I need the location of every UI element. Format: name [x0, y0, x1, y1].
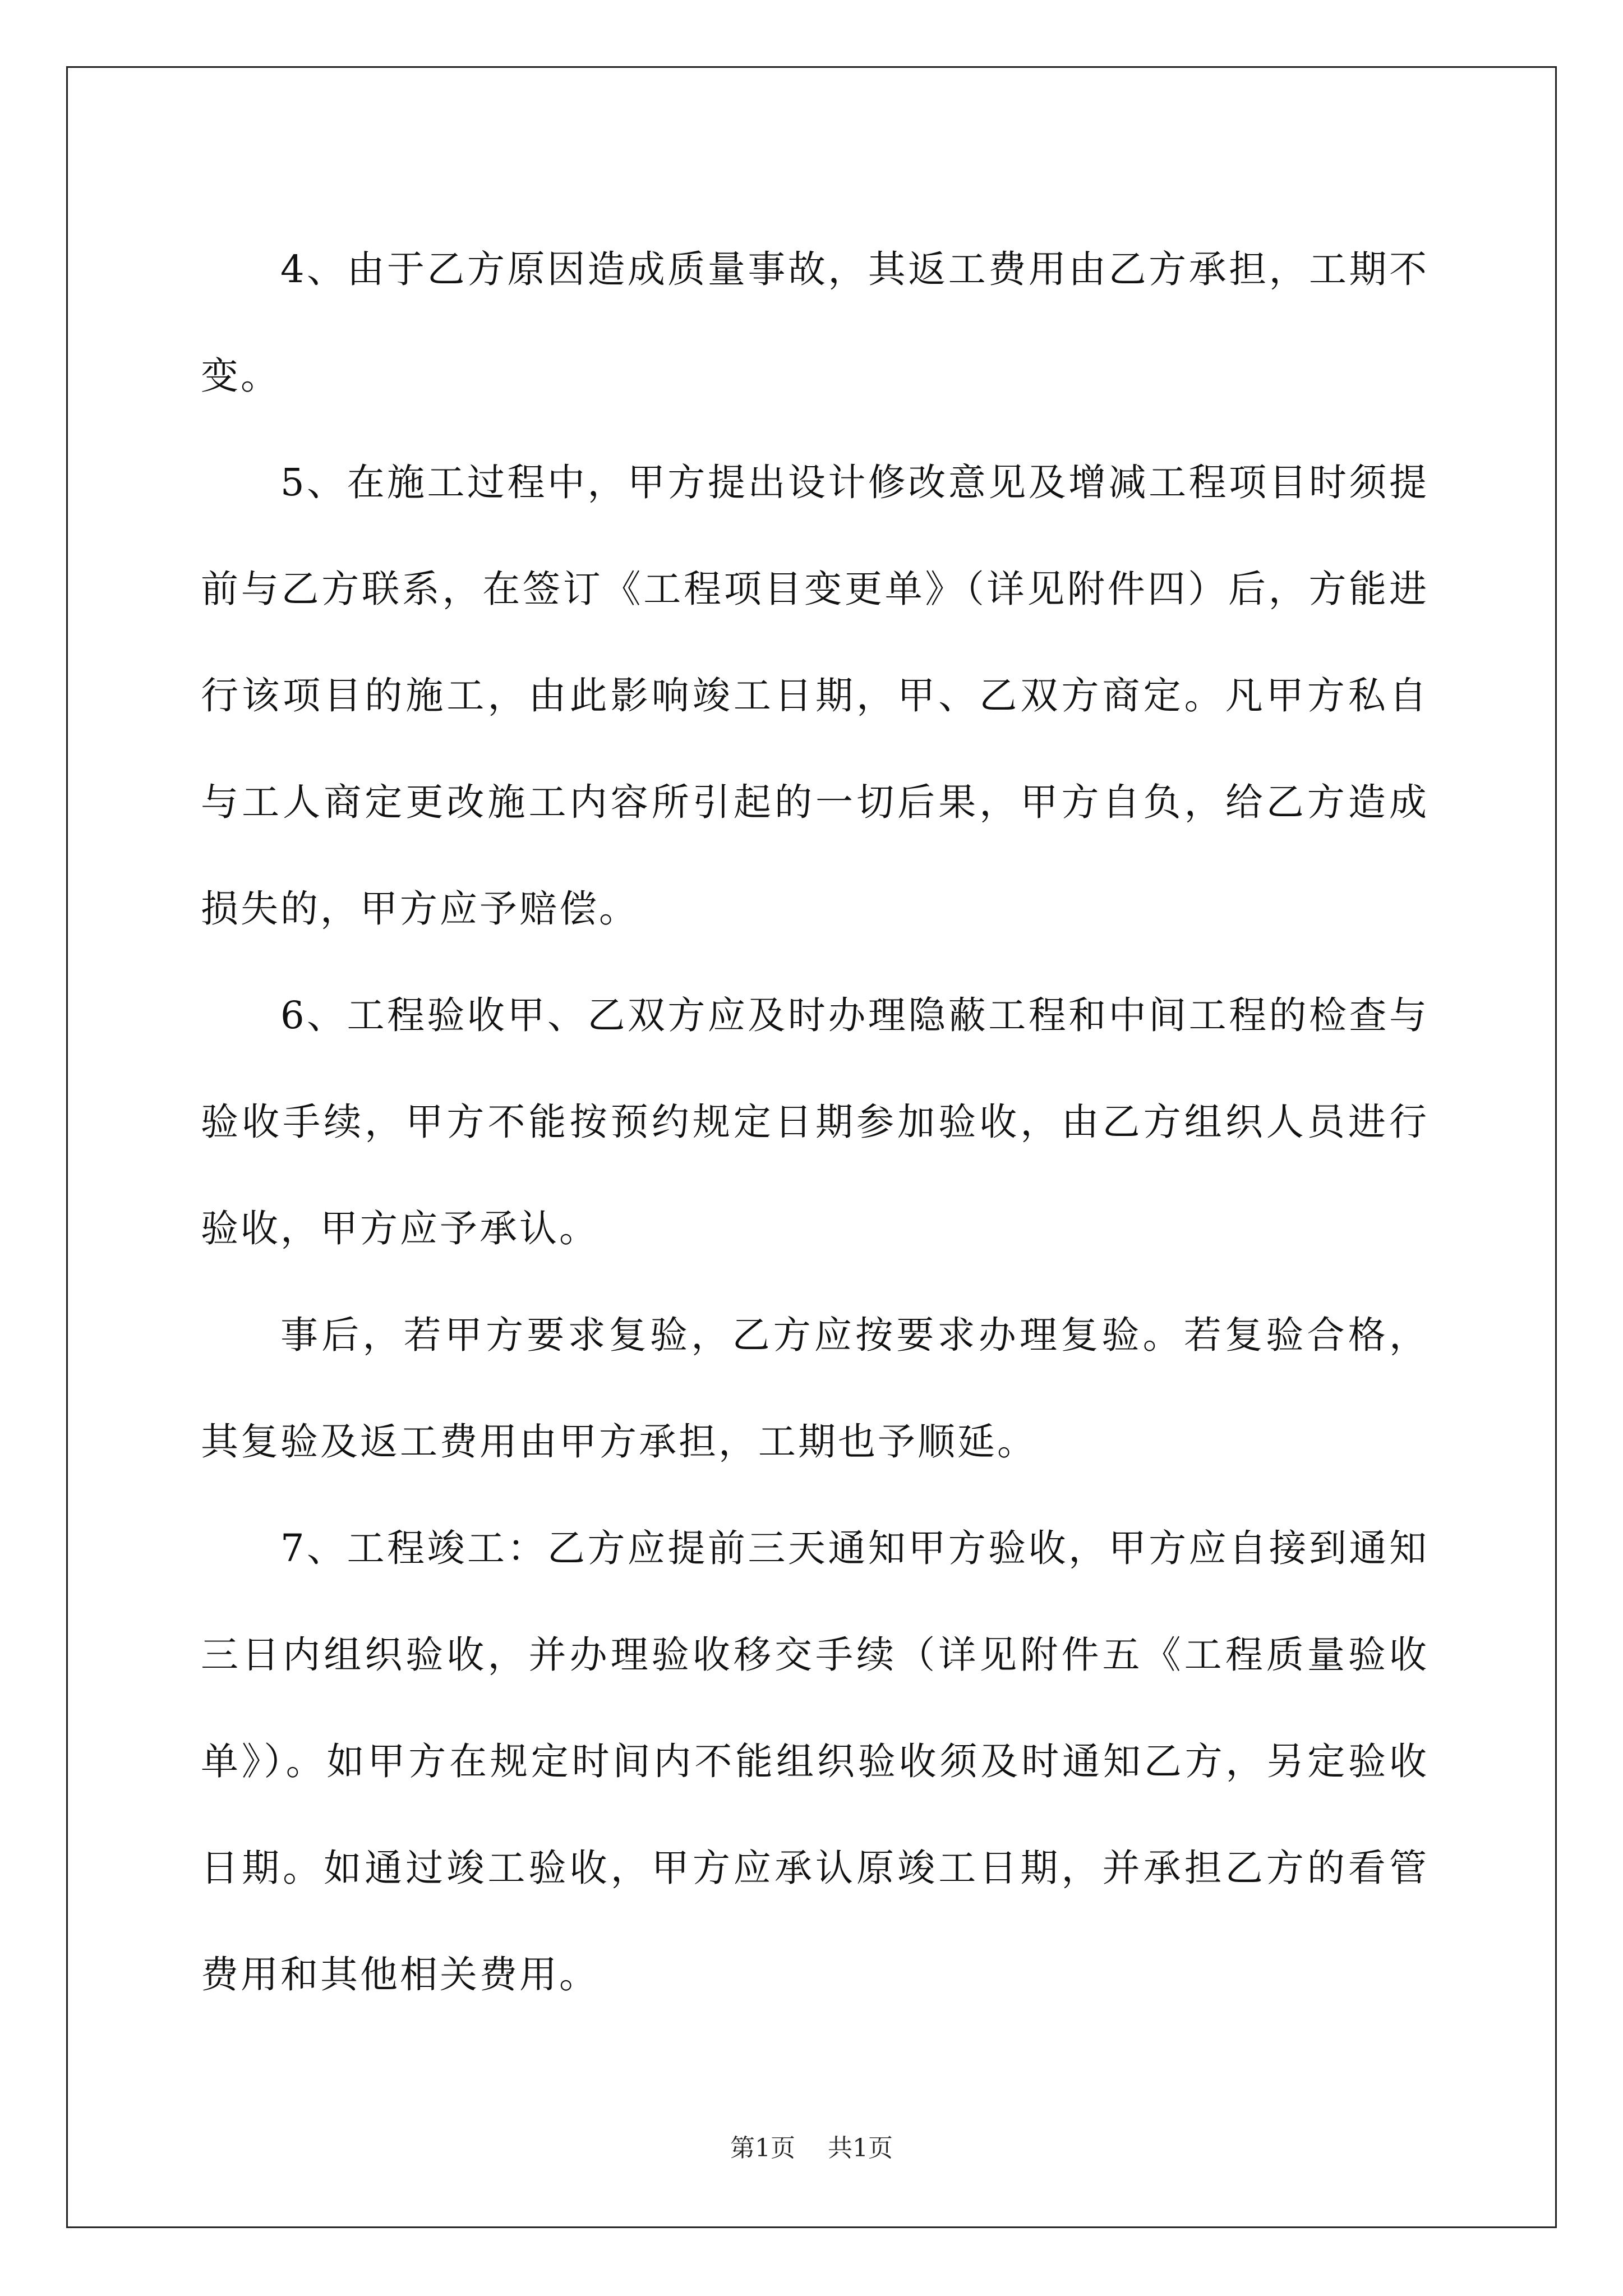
page-total: 共1页: [828, 2134, 893, 2162]
paragraph-clause-4: 4、由于乙方原因造成质量事故，其返工费用由乙方承担，工期不变。: [201, 247, 1429, 398]
page-footer: [0, 2132, 1623, 2165]
paragraph-reinspection: 事后，若甲方要求复验，乙方应按要求办理复验。若复验合格，其复验及返工费用由甲方承担，工期也予顺延。: [201, 1313, 1429, 1464]
document-body: [201, 216, 1429, 2028]
paragraph-clause-7: 7、工程竣工：乙方应提前三天通知甲方验收，甲方应自接到通知三日内组织验收，并办理验收移交手续（详见附件五《工程质量验收单》）。如甲方在规定时间内不能组织验收须及时通知乙方，另定验收日期。如通过竣工验收，甲方应承认原竣工日期，并承担乙方的看管费用和其他相关费用。: [201, 1526, 1429, 1996]
paragraph-clause-5: 5、在施工过程中，甲方提出设计修改意见及增减工程项目时须提前与乙方联系，在签订《工程项目变更单》（详见附件四）后，方能进行该项目的施工，由此影响竣工日期，甲、乙双方商定。凡甲方私自与工人商定更改施工内容所引起的一切后果，甲方自负，给乙方造成损失的，甲方应予赔偿。: [201, 461, 1429, 931]
paragraph-clause-6: 6、工程验收甲、乙双方应及时办理隐蔽工程和中间工程的检查与验收手续，甲方不能按预约规定日期参加验收，由乙方组织人员进行验收，甲方应予承认。: [201, 993, 1429, 1250]
page-number: 第1页: [730, 2134, 795, 2162]
